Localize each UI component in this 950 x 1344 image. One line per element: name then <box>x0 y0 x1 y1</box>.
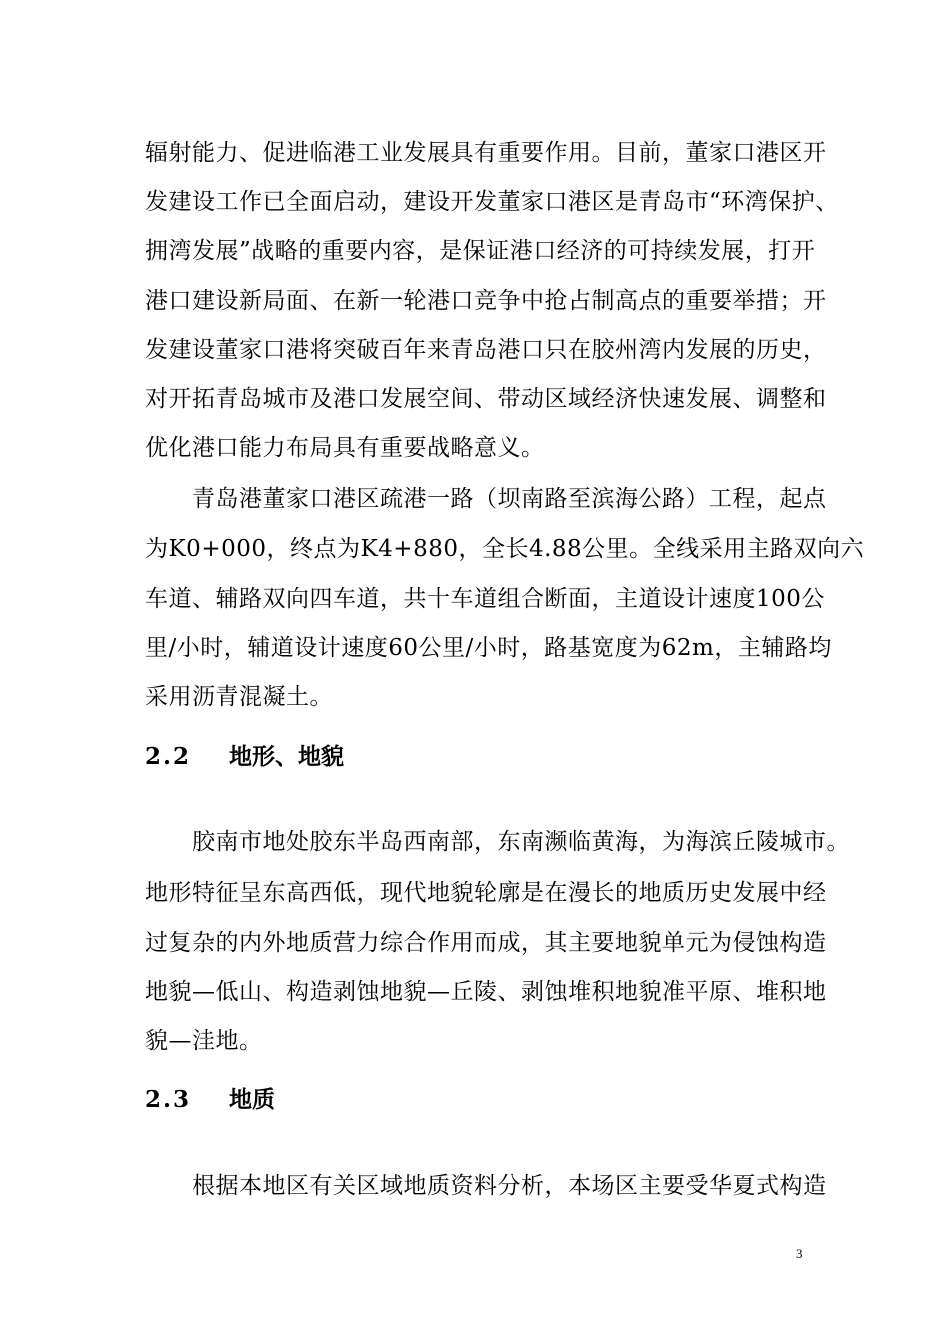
text-line: 地形特征呈东高西低，现代地貌轮廓是在漫长的地质历史发展中经 <box>145 880 827 906</box>
section-title: 地形、地貌 <box>229 743 344 770</box>
section-heading-2-2 <box>145 740 344 774</box>
page-number: 3 <box>796 1246 803 1261</box>
text-line: 胶南市地处胶东半岛西南部，东南濒临黄海，为海滨丘陵城市。 <box>192 829 850 855</box>
text-line: 辐射能力、促进临港工业发展具有重要作用。目前，董家口港区开 <box>145 140 827 166</box>
text-line: 优化港口能力布局具有重要战略意义。 <box>145 435 545 461</box>
text-line: 为K0+000，终点为K4+880，全长4.88公里。全线采用主路双向六 <box>145 536 865 562</box>
text-line: 青岛港董家口港区疏港一路（坝南路至滨海公路）工程，起点 <box>192 486 827 512</box>
text-line: 发建设工作已全面启动，建设开发董家口港区是青岛市“环湾保护、 <box>145 189 839 215</box>
text-line: 地貌—低山、构造剥蚀地貌—丘陵、剥蚀堆积地貌准平原、堆积地 <box>145 979 827 1005</box>
section-title: 地质 <box>229 1086 275 1113</box>
text-line: 发建设董家口港将突破百年来青岛港口只在胶州湾内发展的历史， <box>145 337 827 363</box>
section-number: 2.2 <box>145 743 192 770</box>
text-line: 采用沥青混凝土。 <box>145 684 333 710</box>
text-line: 车道、辅路双向四车道，共十车道组合断面，主道设计速度100公 <box>145 586 825 612</box>
text-line: 港口建设新局面、在新一轮港口竞争中抢占制高点的重要举措；开 <box>145 288 827 314</box>
section-heading-2-3 <box>145 1083 275 1117</box>
text-line: 对开拓青岛城市及港口发展空间、带动区域经济快速发展、调整和 <box>145 386 827 412</box>
text-line: 里/小时，辅道设计速度60公里/小时，路基宽度为62m，主辅路均 <box>145 635 832 661</box>
text-line: 拥湾发展”战略的重要内容，是保证港口经济的可持续发展，打开 <box>145 238 816 264</box>
text-line: 过复杂的内外地质营力综合作用而成，其主要地貌单元为侵蚀构造 <box>145 930 827 956</box>
text-line: 貌—洼地。 <box>145 1028 263 1054</box>
section-number: 2.3 <box>145 1086 192 1113</box>
text-line: 根据本地区有关区域地质资料分析，本场区主要受华夏式构造 <box>192 1173 827 1199</box>
